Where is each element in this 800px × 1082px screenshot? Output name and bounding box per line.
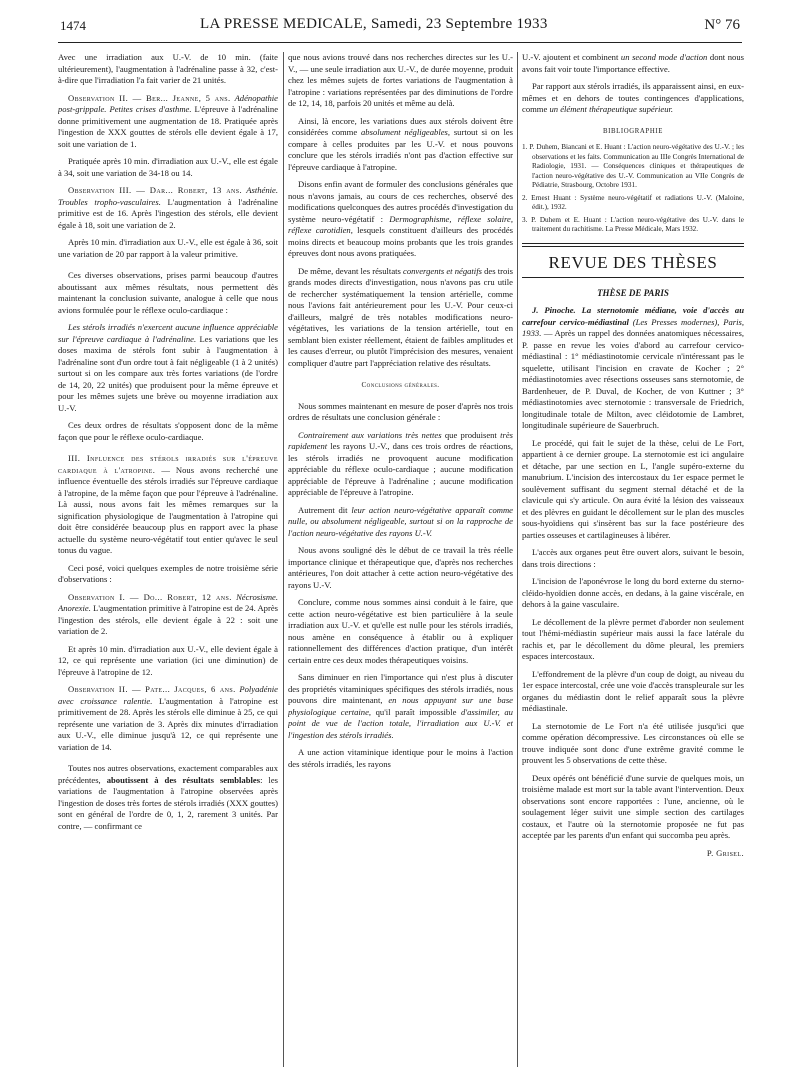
paragraph: que nous avions trouvé dans nos recherches directes sur les U.-V., — une seule irradiation aux U.-V., de durée moyenne, produit chez les mêmes sujets de fortes variations de l'augmentation à l'atropine : variations représentées par des diminutions de l'ordre de 12, 14, 18, parfois 20 unités et même au delà. (288, 52, 513, 108)
section (58, 453, 278, 557)
observation-heading: Observation III. — Dar... Robert, 13 ans. (68, 185, 243, 195)
paragraph-text: Ainsi, là encore, les variations dues aux stérols doivent être considérées comme (288, 115, 513, 137)
emphasis: aboutissent à des résultats semblables (106, 774, 261, 785)
paragraph (58, 322, 278, 414)
paragraph (288, 266, 513, 370)
emphasis: convergents et négatifs (403, 265, 482, 276)
emphasis: en nous appuyant sur une base physiologique certaine (288, 695, 513, 717)
thesis-review (522, 305, 744, 432)
author-signature: P. Grisel. (706, 847, 744, 858)
observation (58, 684, 278, 753)
section-rule (522, 246, 744, 247)
page-number: 1474 (60, 18, 86, 33)
paragraph (522, 81, 744, 116)
paragraph: L'incision de l'aponévrose le long du bord externe du sterno-cléido-hyoïdien donne accès, en dedans, à la gaine viscérale, en dehors à la gaine vasculaire. (522, 576, 744, 609)
column-3 (522, 52, 744, 1067)
paragraph: Le décollement de la plèvre permet d'aborder non seulement tout l'hémi-médiastin supérieur mais aussi la face latérale du rachis et, par le décollement du dôme pleural, les premiers espaces intercostaux. (522, 616, 744, 661)
bibliography-heading: BIBLIOGRAPHIE (603, 127, 663, 135)
observation-diagnosis: Polyadénie avec croissance ralentie. (58, 684, 278, 706)
paragraph-text: Par rapport aux stérols irradiés, ils apparaissent ainsi, en eux-mêmes et en dehors de toutes contingences d'applications, comme (522, 81, 744, 114)
paragraph: Le procédé, qui fait le sujet de la thèse, celui de Le Fort, appartient à ce dernier groupe. La sternotomie est ici angulaire et détache, par une section en L, l'angle supéro-externe du manubrium. L'incision des intercostaux du 1er espace permet le soulèvement suffisant du segment sternal détaché et de la clavicule qui s'y articule. On aura évité la lésion des vaisseaux et des plèvres en guidant le décollement sur le plan des muscles sous-hyoïdiens qui s'insèrent bas sur la face postérieure des parties osseuses et cartilagineuses à libérer. (522, 437, 744, 540)
subsection-heading: THÈSE DE PARIS (597, 287, 669, 298)
section-rule (522, 277, 744, 278)
emphasis: leur action neuro-végétative apparaît comme nulle, ou absolument négligeable, surtout si on la rapproche de l'action neuro-végétative des rayons U.-V. (288, 504, 513, 538)
paragraph (288, 179, 513, 260)
emphasis: Les stérols irradiés n'exercent aucune influence appréciable sur l'épreuve cardiaque à l'adrénaline. (58, 322, 278, 344)
column-divider (517, 52, 518, 1067)
paragraph-text: des trois grands modes directs d'investigation, nous n'avons pas cru utile de rechercher systématiquement la tension artérielle, comme nous l'avions fait antérieurement pour les U.-V. Pour ceux-ci d'ailleurs, malgré de très notables modifications neuro-végétatives, les variations de la tension artérielle, tout en semblant bien exister réellement, étaient de faibles amplitudes et les causes d'erreur, ou plutôt l'imprécision des mesures, venaient compliquer d'autre part l'appréciation relative des résultats. (288, 265, 513, 368)
section-heading: Conclusions générales. (361, 381, 440, 389)
column-divider (283, 52, 284, 1067)
observation-text: L'épreuve à l'adrénaline donne primitivement une augmentation de 18. Pratiquée après l'ingestion de XXX gouttes de stérols elle devient égale à 17, soit une variation de 1. (58, 104, 278, 149)
observation-heading: Observation II. — Ber... Jeanne, 5 ans. (68, 92, 231, 103)
thesis-publisher: (Les Presses modernes), Paris, 1933. (522, 316, 744, 338)
paragraph: Ces deux ordres de résultats s'opposent donc de la même façon que pour le réflexe oculo-cardiaque. (58, 420, 278, 442)
observation (58, 592, 278, 638)
paragraph-text: Sans diminuer en rien l'importance qui n'est plus à discuter des propriétés vitaminiques spécifiques des stérols irradiés, nous pouvons dire maintenant, (288, 672, 513, 705)
emphasis: d'assimiler, au point de vue de l'action totale, l'irradiation aux U.-V. et l'ingestion des stérols irradiés. (288, 706, 513, 740)
paragraph (288, 505, 513, 540)
observation-heading: Observation II. — Pate... Jacques, 6 ans. (68, 684, 236, 694)
paragraph: Deux opérés ont bénéficié d'une survie de quelques mois, un troisième malade est mort sur la table avant l'intervention. Deux observations sont encore rapportées : l'une, ancienne, où le soulagement léger suivit une simple section des cartilages costaux, et l'autre où la sternotomie proposée ne fut pas acceptée par les parents d'un enfant qui succomba peu après. (522, 772, 744, 840)
observation-text: L'augmentation à l'atropine est primitivement de 28. Après les stérols elle diminue à 25, ce qui représente une variation de 3. Après dix minutes d'irradiation aux U.-V., elle diminue jusqu'à 12, ce qui représente une variation de 14. (58, 695, 278, 752)
paragraph (288, 672, 513, 741)
section-rule (522, 243, 744, 244)
observation-diagnosis: Asthénie. Troubles tropho-vasculaires. (58, 185, 278, 207)
issue-number: N° 76 (704, 17, 740, 33)
observation-text: L'augmentation à l'adrénaline primitive est de 16. Après l'ingestion des stérols, elle devient égale à 18, soit une variation de 2. (58, 196, 278, 230)
paragraph: La sternotomie de Le Fort n'a été utilisée jusqu'ici que comme opération décompressive. Les circonstances où elle se trouve indiquée sont donc d'une extrême gravité comme le prouvent les 5 observations de cette thèse. (522, 720, 744, 765)
section-title: REVUE DES THÈSES (548, 252, 718, 272)
paragraph: L'effondrement de la plèvre d'un coup de doigt, au niveau du 1er espace intercostal, crée une voie d'accès transpleurale sur les organes du médiastin dont le relief apparaît sous la plèvre médiastinale. (522, 668, 744, 713)
header-rule (58, 42, 742, 43)
paragraph: Après 10 min. d'irradiation aux U.-V., elle est égale à 36, soit une variation de 20 par rapport à la valeur primitive. (58, 237, 278, 259)
paragraph-text: , surtout si on les compare à celles produites par les U.-V. et nous pouvons conclure que les stérols irradiés n'ont pas d'action effective sur l'épreuve cardiaque à l'atropine. (288, 127, 513, 172)
paragraph-text: De même, devant les résultats (298, 265, 401, 276)
paragraph: Nous sommes maintenant en mesure de poser d'après nos trois ordres de résultats une conclusion générale : (288, 400, 513, 422)
section-heading: III. Influence des stérols irradiés sur l'épreuve cardiaque à l'atropine. (58, 453, 278, 475)
observation-diagnosis: Nécrosisme. Anorexie. (58, 591, 278, 613)
paragraph: Ceci posé, voici quelques exemples de notre troisième série d'observations : (58, 562, 278, 584)
section-text: — Nous avons recherché une influence éventuelle des stérols irradiés sur l'épreuve cardiaque à l'atropine, de la même façon que pour l'épreuve à l'adrénaline. Là aussi, nous avons fait les mêmes remarques sur la signification physiologique de l'augmentation à l'atropine qui doit être considérée beaucoup plus en rapport avec la phase actuelle du système neuro-végétatif tout entier qu'avec le seul tonus du vague. (58, 464, 278, 555)
paragraph-text: : les variations de l'augmentation à l'atropine observées après l'ingestion de doses très fortes de stérols irradiés (XXX gouttes) sont en général de l'ordre de 0, 1, 2, rarement 3 unités. Par contre, — confirmant ce (58, 774, 278, 831)
paragraph-text: que produisent (444, 429, 497, 440)
bibliography-entry: 2. Ernest Huant : Système neuro-végétatif et radiations U.-V. (Maloine, édit.), 1932. (522, 193, 744, 211)
paragraph-text: Les variations que les doses maxima de stérols font subir à l'augmentation à l'adrénaline sont d'un ordre tout à fait négligeable (1 à 2 unités) surtout si on les compare aux très fortes variations (de l'ordre de 14, 20, 22 unités) que produisent pour la même épreuve et pour les mêmes sujets une brève ou moyenne irradiation aux U.-V. (58, 333, 278, 413)
paragraph (522, 52, 744, 75)
observation (58, 93, 278, 151)
observation-heading: Observation I. — Do... Robert, 12 ans. (68, 591, 232, 602)
emphasis: Dermographisme, réflexe solaire, réflexe carotidien (288, 213, 513, 235)
paragraph: Pratiquée après 10 min. d'irradiation aux U.-V., elle est égale à 34, soit une variation de 34-18 ou 14. (58, 156, 278, 178)
paragraph: Nous avons souligné dès le début de ce travail la très réelle importance clinique et thérapeutique que, d'après nos recherches antérieures, l'on doit attacher à cette action neuro-végétative des rayons U.-V. (288, 545, 513, 590)
paragraph (288, 116, 513, 174)
paragraph: Conclure, comme nous sommes ainsi conduit à le faire, que cette action neuro-végétative est bien particulière à la seule irradiation aux U.-V. et qu'elle est nulle pour les stérols irradiés, nous amène en conséquence à établir ou à expliquer rationnellement des différences d'action pratique, d'un intérêt certain entre ces deux modes thérapeutiques voisins. (288, 597, 513, 665)
column-1 (58, 52, 278, 1067)
paragraph-text: , qu'il paraît impossible (368, 706, 457, 717)
emphasis: absolument négligeables (361, 127, 448, 137)
paragraph: A une action vitaminique identique pour le moins à l'action des stérols irradiés, les rayons (288, 747, 513, 769)
paragraph-text: Disons enfin avant de formuler des conclusions générales que nous n'avons jamais, au cours de ces recherches, observé des modifications quelconques des autres procédés d'investigation du système neuro-végétatif : (288, 179, 513, 224)
paragraph-text: les rayons U.-V., dans ces trois ordres de réactions, les stérols irradiés ne provoquent aucune modification appréciable du réflexe oculo-cardiaque ; aucune modification appréciable de l'épreuve à l'adrénaline ; aucune modification appréciable de l'épreuve à l'atropine. (288, 441, 513, 497)
paragraph-text: dont nous avons fait voir toute l'importance effective. (522, 52, 744, 74)
emphasis: très rapidement (288, 429, 513, 451)
paragraph: Avec une irradiation aux U.-V. de 10 min. (faite ultérieurement), l'augmentation à l'adrénaline passe à 32, c'est-à-dire que l'irradiation l'a fait varier de 21 unités. (58, 52, 278, 85)
emphasis: Contrairement aux variations très nettes (298, 429, 442, 440)
bibliography-list (522, 143, 744, 235)
column-2 (288, 52, 513, 1067)
paragraph-text: Autrement dit (298, 504, 348, 515)
bibliography-entry: 1. P. Duhem, Biancani et E. Huant : L'action neuro-végétative des U.-V. ; les observations et les faits. Communication au IIIe Congrès International de Radiologie, 1931. — Conséquences cliniques et thérapeutiques de l'action neuro-végétative des U.-V. Communication au VIIe Congrès de Pédiatrie, Strasbourg, Octobre 1931. (522, 143, 744, 189)
paragraph-text: , lesquels constituent d'ailleurs des procédés moins directs et beaucoup moins probants que les trois grandes épreuves dont nous avons pratiquées. (288, 225, 513, 258)
paragraph (58, 763, 278, 832)
page-header (60, 16, 740, 40)
observation (58, 185, 278, 231)
paragraph (288, 430, 513, 499)
observation-text: L'augmentation primitive à l'atropine est de 24. Après l'ingestion des stérols, elle devient égale à 22 : soit une variation de 2. (58, 603, 278, 636)
paragraph-text: — Après un rappel des données anatomiques nécessaires, P. passe en revue les voies d'abord au carrefour cervico-médiastinal : 1° médiastinotomie cervicale n'intéressant pas le squelette, utilisant l'incision en cravate de Kocher ; 2° médiastinotomies avec résections osseuses sans sternotomie, de Bardenheuer, de P. Duval, de Kocher, de von Kuttner ; 3° médiastinotomies avec sternotomie : transversale de Friedrich, longitudinale totale de Milton, avec cléidotomie de Lambret, longitudinale supérieure de Sauerbruch. (522, 328, 744, 430)
journal-title: LA PRESSE MEDICALE, Samedi, 23 Septembre 1933 (200, 16, 548, 32)
paragraph: L'accès aux organes peut être ouvert alors, suivant le besoin, dans trois directions : (522, 547, 744, 569)
paragraph-text: Toutes nos autres observations, exactement comparables aux précédentes, (58, 763, 278, 785)
observation-diagnosis: Adénopathie post-grippale. Petites crises d'asthme. (58, 92, 278, 114)
thesis-title: J. Pinoche. La sternotomie médiane, voie d'accès au carrefour cervico-médiastinal (522, 305, 744, 327)
paragraph-text: U.-V. ajoutent et combinent (522, 52, 619, 62)
bibliography-entry: 3. P. Duhem et E. Huant : L'action neuro-végétative des U.-V. dans le traitement du rachitisme. La Presse Médicale, Mars 1932. (522, 215, 744, 233)
emphasis: un élément thérapeutique supérieur. (549, 104, 674, 114)
paragraph: Et après 10 min. d'irradiation aux U.-V., elle devient égale à 12, ce qui représente une variation (ici une diminution) de l'épreuve à l'atropine de 12. (58, 643, 278, 677)
emphasis: un second mode d'action (620, 52, 708, 62)
paragraph: Ces diverses observations, prises parmi beaucoup d'autres aboutissant aux mêmes résultats, nous permettent dès maintenant la conclusion suivante, analogue à celle que nous avions formulée pour le réflexe oculo-cardiaque : (58, 270, 278, 315)
